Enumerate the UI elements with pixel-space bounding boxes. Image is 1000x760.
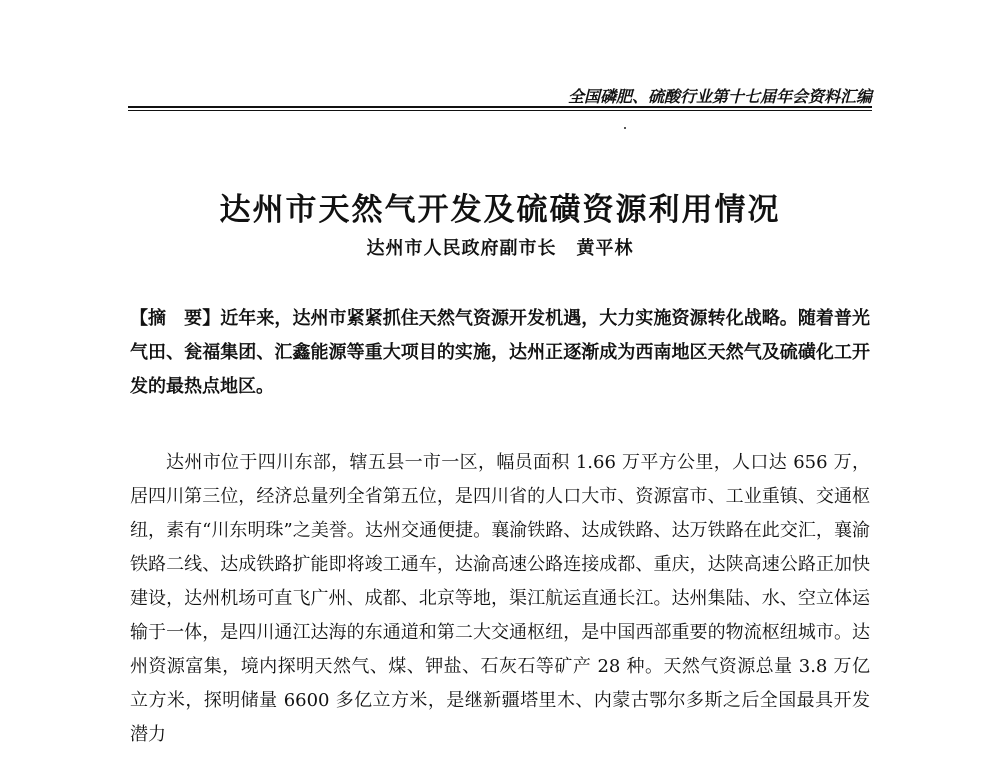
- author-name: 黄平林: [576, 238, 634, 259]
- article-title: 达州市天然气开发及硫磺资源利用情况: [219, 192, 781, 228]
- byline: [0, 234, 1000, 260]
- abstract: [130, 302, 870, 404]
- header-rule: [128, 106, 872, 111]
- abstract-text: 近年来，达州市紧紧抓住天然气资源开发机遇，大力实施资源转化战略。随着普光气田、瓮福集团、汇鑫能源等重大项目的实施，达州正逐渐成为西南地区天然气及硫磺化工开发的最热点地区。: [130, 308, 870, 397]
- body-paragraph: 达州市位于四川东部，辖五县一市一区，幅员面积 1.66 万平方公里，人口达 656 万，居四川第三位，经济总量列全省第五位，是四川省的人口大市、资源富市、工业重镇、交通枢纽，素有“川东明珠”之美誉。达州交通便捷。襄渝铁路、达成铁路、达万铁路在此交汇，襄渝铁路二线、达成铁路扩能即将竣工通车，达渝高速公路连接成都、重庆，达陕高速公路正加快建设，达州机场可直飞广州、成都、北京等地，渠江航运直通长江。达州集陆、水、空立体运输于一体，是四川通江达海的东通道和第二大交通枢纽，是中国西部重要的物流枢纽城市。达州资源富集，境内探明天然气、煤、钾盐、石灰石等矿产 28 种。天然气资源总量 3.8 万亿立方米，探明储量 6600 多亿立方米，是继新疆塔里木、内蒙古鄂尔多斯之后全国最具开发潜力: [130, 452, 870, 745]
- abstract-label: 【摘 要】: [130, 308, 221, 329]
- author-role: 达州市人民政府副市长: [366, 238, 557, 259]
- scan-speck: [624, 127, 626, 129]
- running-header: 全国磷肥、硫酸行业第十七届年会资料汇编: [567, 87, 872, 106]
